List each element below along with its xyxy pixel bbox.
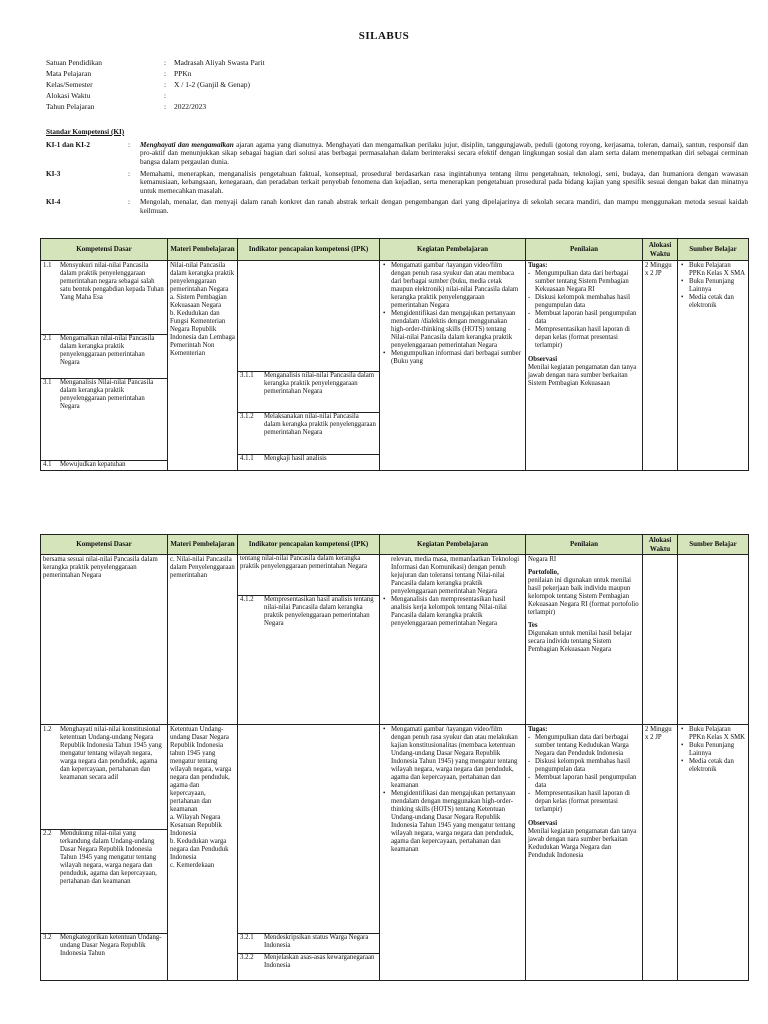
ki-row: KI-3 : Memahami, menerapkan, menganalisis pengetahuan faktual, konseptual, prosedural berdasarkan rasa ingintahunya tentang ilmu pengetahuan, teknologi, seni, budaya, dan humaniora dengan wawasan kemanusiaan, kebangsaan, kenegaraan, dan peradaban terkait penyebab fenomena dan kejadian, serta menerapkan pengetahuan prosedural pada bidang kajian yang spesifik sesuai dengan bakat dan minatnya untuk memecahkan masalah. bbox=[46, 169, 748, 195]
col-header-sumber: Sumber Belajar bbox=[678, 239, 749, 261]
meta-row: Mata Pelajaran : PPKn bbox=[46, 69, 192, 78]
col-header-kd: Kompetensi Dasar bbox=[41, 535, 168, 555]
col-header-kegiatan: Kegiatan Pembelajaran bbox=[380, 239, 526, 261]
assessment-heading: Tugas: bbox=[528, 726, 548, 733]
list-item: • Media cetak dan elektronik bbox=[680, 758, 746, 774]
penilaian-cell bbox=[526, 261, 643, 471]
assessment-text: Menilai kegiatan pengamatan dan tanya jawab dengan nara sumber berkaitan Kedudukan Warga Negara dan Penduduk Indonesia bbox=[528, 828, 637, 860]
meta-row: Satuan Pendidikan : Madrasah Aliyah Swasta Parit bbox=[46, 58, 265, 67]
kd-cell bbox=[41, 261, 168, 471]
list-item: - Membuat laporan hasil pengumpulan data bbox=[528, 310, 640, 326]
list-item: • Buku Penunjang Lainnya bbox=[680, 278, 746, 294]
meta-row: Tahun Pelajaran : 2022/2023 bbox=[46, 102, 207, 111]
kegiatan-cell bbox=[380, 261, 526, 471]
sumber-cell bbox=[678, 725, 749, 981]
list-item: - Membuat laporan hasil pengumpulan data bbox=[528, 774, 640, 790]
col-header-kegiatan: Kegiatan Pembelajaran bbox=[380, 535, 526, 555]
penilaian-cell bbox=[526, 555, 643, 725]
meta-key: Mata Pelajaran bbox=[46, 69, 92, 78]
list-item: - Mengumpulkan data dari berbagai sumber tentang Sistem Pembagian Kekuasaan Negara RI bbox=[528, 270, 640, 294]
alokasi-cell: 2 Minggu x 2 JP bbox=[643, 725, 678, 981]
list-item: - Mempresentasikan hasil laporan di depan kelas (format presentasi terlampir) bbox=[528, 326, 640, 350]
meta-value: PPKn bbox=[174, 69, 192, 78]
kd-cell: bersama sesuai nilai-nilai Pancasila dalam kerangka praktik penyelenggaraan pemerintahan Negara bbox=[41, 555, 168, 725]
ipk-item: 4.1.1 Mengkaji hasil analisis bbox=[238, 454, 379, 463]
col-header-alokasi: Alokasi Waktu bbox=[643, 535, 678, 555]
ki-row: KI-4 : Mengolah, menalar, dan menyaji dalam ranah konkret dan ranah abstrak terkait dengan pengembangan dari yang dipelajarinya di sekolah secara mandiri, dan mampu menggunakan metoda sesuai kaidah keilmuan. bbox=[46, 198, 748, 216]
col-header-ipk: Indikator pencapaian kompetensi (IPK) bbox=[238, 535, 380, 555]
kd-item: 1.2 Menghayati nilai-nilai konstitusional ketentuan Undang-undang Negara Republik Indonesia Tahun 1945 yang mengatur tentang wilayah negara, warga negara dan penduduk, agama dan kepercayaan, pertahanan dan keamanan secara adil bbox=[41, 726, 167, 830]
meta-key: Tahun Pelajaran bbox=[46, 102, 95, 111]
col-header-ipk: Indikator pencapaian kompetensi (IPK) bbox=[238, 239, 380, 261]
list-item: • Mengidentifikasi dan mengajukan pertanyaan mendalam dengan menggunakan high-order-thinking skills (HOTS) tentang Ketentuan Undang-undang Dasar Negara Republik Indonesia Tahun 1945 yang mengatur tentang wilayah negara, warga negara dan penduduk, agama dan kepercayaan, pertahanan dan keamanan bbox=[382, 790, 523, 854]
ipk-cell bbox=[238, 261, 380, 471]
assessment-text: Digunakan untuk menilai hasil belajar secara individu tentang Sistem Pembagian Kekuasaan Negara bbox=[528, 630, 632, 654]
meta-value: Madrasah Aliyah Swasta Parit bbox=[174, 58, 265, 67]
kd-item: 3.2 Mengkategorikan ketentuan Undang-undang Dasar Negara Republik Indonesia Tahun bbox=[43, 934, 162, 958]
ki-text bbox=[140, 141, 748, 167]
list-item: • Mengumpulkan informasi dari berbagai sumber (Buku yang bbox=[382, 350, 523, 366]
kegiatan-cell bbox=[380, 555, 526, 725]
ki-key: KI-3 bbox=[46, 169, 61, 178]
col-header-materi: Materi Pembelajaran bbox=[168, 535, 238, 555]
table-row bbox=[41, 725, 749, 981]
col-header-sumber: Sumber Belajar bbox=[678, 535, 749, 555]
table-row bbox=[41, 555, 749, 725]
list-item: - Mengumpulkan data dari berbagai sumber tentang Kedudukan Warga Negara dan Penduduk Indonesia bbox=[528, 734, 640, 758]
ipk-text: tentang nilai-nilai Pancasila dalam kerangka praktik penyelenggaraan pemerintahan Negara bbox=[240, 555, 368, 571]
kd-cell bbox=[41, 725, 168, 981]
materi-cell: Ketentuan Undang-undang Dasar Negara Republik Indonesia tahun 1945 yang mengatur tentang wilayah negara, warga negara dan penduduk, agama dan kepercayaan, pertahanan dan keamanan a. Wilayah Negara Kesatuan Republik Indonesia b. Kedudukan warga negara dan Penduduk Indonesia c. Kemerdekaan bbox=[168, 725, 238, 981]
col-header-kd: Kompetensi Dasar bbox=[41, 239, 168, 261]
ipk-item: 4.1.2 Mempresentasikan hasil analisis tentang nilai-nilai Pancasila dalam kerangka praktik penyelenggaraan pemerintahan Negara bbox=[238, 595, 379, 628]
col-header-alokasi: Alokasi Waktu bbox=[643, 239, 678, 261]
assessment-heading: Tes bbox=[528, 622, 538, 630]
meta-row: Kelas/Semester : X / 1-2 (Ganjil & Genap) bbox=[46, 80, 251, 89]
sumber-cell bbox=[678, 555, 749, 725]
ki-key: KI-1 dan KI-2 bbox=[46, 140, 90, 149]
ki-text: Memahami, menerapkan, menganalisis pengetahuan faktual, konseptual, prosedural berdasarkan rasa ingintahunya tentang ilmu pengetahuan, teknologi, seni, budaya, dan humaniora dengan wawasan kemanusiaan, kebangsaan, kenegaraan, dan peradaban terkait penyebab fenomena dan kejadian, serta menerapkan pengetahuan prosedural pada bidang kajian yang spesifik sesuai dengan bakat dan minatnya untuk memecahkan masalah. bbox=[140, 169, 748, 195]
list-item: • Buku Pelajaran PPKn Kelas X SMA bbox=[680, 262, 746, 278]
identity-block bbox=[46, 58, 726, 113]
assessment-text: Negara RI bbox=[528, 556, 557, 563]
list-item: • Mengamati gambar /tayangan video/film dengan penuh rasa syukur dan atau melakukan kajian konstitusionalitas (membaca ketentuan Undang-undang Dasar Negara Republik Indonesia Tahun 1945) yang mengatur tentang wilayah negara, warga negara dan penduduk, agama dan kepercayaan, pertahanan dan keamanan bbox=[382, 726, 523, 790]
ki-heading: Standar Kompetensi (KI) bbox=[46, 128, 125, 136]
assessment-heading: Observasi bbox=[528, 356, 558, 364]
list-item: • Media cetak dan elektronik bbox=[680, 294, 746, 310]
meta-key: Alokasi Waktu bbox=[46, 91, 91, 100]
list-item: • Menganalisis dan mempresentasikan hasil analisis kerja kelompok tentang Nilai-nilai Pancasila dalam kerangka praktik penyelenggaraan pemerintahan Negara bbox=[382, 596, 523, 628]
materi-cell: c. Nilai-nilai Pancasila dalam Penyelenggaraan pemerintahan bbox=[168, 555, 238, 725]
core-competencies bbox=[46, 128, 748, 219]
kd-item: 2.2 Mendukung nilai-nilai yang terkandung dalam Undang-undang Dasar Negara Republik Indonesia Tahun 1945 yang mengatur tentang wilayah negara, warga negara dan penduduk, agama dan kepercayaan, pertahanan dan keamanan bbox=[41, 830, 167, 934]
list-item: - Mempresentasikan hasil laporan di depan kelas (format presentasi terlampir) bbox=[528, 790, 640, 814]
alokasi-cell bbox=[643, 555, 678, 725]
ipk-cell bbox=[238, 555, 380, 725]
alokasi-cell: 2 Minggu x 2 JP bbox=[643, 261, 678, 471]
materi-cell: Nilai-nilai Pancasila dalam kerangka praktik penyelenggaraan pemerintahan Negara a. Sistem Pembagian Kekuasaan Negara b. Kedudukan dan Fungsi Kementerian Negara Republik Indonesia dan Lembaga Pemerintah Non Kementerian bbox=[168, 261, 238, 471]
list-item: - Diskusi kelompok membahas hasil pengumpulan data bbox=[528, 294, 640, 310]
assessment-heading: Observasi bbox=[528, 820, 558, 828]
ipk-item: 3.2.2 Menjelaskan asas-asas kewarganegaraan Indonesia bbox=[238, 953, 379, 970]
list-item: • Mengidentifikasi dan mengajukan pertanyaan mendalam /dialektis dengan menggunakan high-order-thinking skills (HOTS) tentang Nilai-nilai Pancasila dalam kerangka praktik penyelenggaraan pemerintahan Negara bbox=[382, 310, 523, 350]
list-item: • Buku Penunjang Lainnya bbox=[680, 742, 746, 758]
ki-row: KI-1 dan KI-2 : Menghayati dan mengamalkan ajaran agama yang dianutnya. Menghayati dan mengamalkan perilaku jujur, disiplin, tanggungjawab, peduli (gotong royong, kerjasama, toleran, damai), santun, responsif dan pro-aktif dan menunjukkan sikap sebagai bagian dari solusi atas berbagai permasalahan dalam berinteraksi secara efektif dengan lingkungan sosial dan alam serta dalam menempatkan diri sebagai cerminan bangsa dalam pergaulan dunia. bbox=[46, 140, 748, 166]
ki-text: Mengolah, menalar, dan menyaji dalam ranah konkret dan ranah abstrak terkait dengan pengembangan dari yang dipelajarinya di sekolah secara mandiri, dan mampu menggunakan metoda sesuai kaidah keilmuan. bbox=[140, 198, 748, 216]
ki-lead: Menghayati dan mengamalkan bbox=[140, 140, 234, 149]
assessment-heading: Portofolio, bbox=[528, 569, 559, 577]
syllabus-table-2 bbox=[40, 534, 749, 981]
ipk-cell bbox=[238, 725, 380, 981]
ipk-item: 3.1.2 Melaksanakan nilai-nilai Pancasila dalam kerangka praktik penyelenggaraan pemerintahan Negara bbox=[238, 412, 379, 454]
list-item: - Diskusi kelompok membahas hasil pengumpulan data bbox=[528, 758, 640, 774]
col-header-penilaian: Penilaian bbox=[526, 535, 643, 555]
kd-item: 2.1 Mengamalkan nilai-nilai Pancasila dalam kerangka praktik penyelenggaraan pemerintahan Negara bbox=[41, 335, 167, 379]
page-title: SILABUS bbox=[358, 30, 410, 42]
kd-item: 4.1 Mewujudkan kepatuhan bbox=[43, 461, 126, 468]
ipk-item: 3.2.1 Mendeskripsikan status Warga Negara Indonesia bbox=[238, 933, 379, 953]
ki-key: KI-4 bbox=[46, 198, 61, 207]
kegiatan-text: relevan, media masa, memanfaatkan Teknologi Informasi dan Komunikasi) dengan penuh kejujuran dan toleransi tentang Nilai-nilai Pancasila dalam kerangka praktik penyelenggaraan pemerintahan Negara bbox=[391, 556, 520, 596]
assessment-text: Menilai kegiatan pengamatan dan tanya jawab dengan nara sumber berkaitan Sistem Pembagian Kekuasaan bbox=[528, 364, 637, 388]
ki-body: ajaran agama yang dianutnya. Menghayati dan mengamalkan perilaku jujur, disiplin, tanggungjawab, peduli (gotong royong, kerjasama, toleran, damai), santun, responsif dan pro-aktif dan menunjukkan sikap sebagai bagian dari solusi atas berbagai permasalahan dalam berinteraksi secara efektif dengan lingkungan sosial dan alam serta dalam menempatkan diri sebagai cerminan bangsa dalam pergaulan dunia. bbox=[140, 140, 748, 166]
col-header-materi: Materi Pembelajaran bbox=[168, 239, 238, 261]
penilaian-cell bbox=[526, 725, 643, 981]
meta-key: Kelas/Semester bbox=[46, 80, 93, 89]
sumber-cell bbox=[678, 261, 749, 471]
assessment-heading: Tugas: bbox=[528, 262, 548, 269]
kd-item: 3.1 Menganalisis Nilai-nilai Pancasila dalam kerangka praktik penyelenggaraan pemerintahan Negara bbox=[41, 379, 167, 461]
assessment-text: penilaian ini digunakan untuk menilai hasil pekerjaan baik individu maupun kelompok tentang Sistem Pembagian Kekuasaan Negara RI (format portofolio terlampir) bbox=[528, 577, 639, 617]
meta-value: 2022/2023 bbox=[174, 102, 207, 111]
kegiatan-cell bbox=[380, 725, 526, 981]
meta-row: Alokasi Waktu : bbox=[46, 91, 167, 100]
syllabus-table-1 bbox=[40, 238, 749, 471]
list-item: • Buku Pelajaran PPKn Kelas X SMK bbox=[680, 726, 746, 742]
list-item: • Mengamati gambar /tayangan video/film dengan penuh rasa syukur dan atau membaca dari berbagai sumber (buku, media cetak maupun elektronik) nilai-nilai Pancasila dalam kerangka praktik penyelenggaraan pemerintahan Negara bbox=[382, 262, 523, 310]
col-header-penilaian: Penilaian bbox=[526, 239, 643, 261]
kd-item: 1.1 Mensyukuri nilai-nilai Pancasila dalam praktik penyelenggaraan pemerintahan negara sebagai salah satu bentuk pengabdian kepada Tuhan Yang Maha Esa bbox=[41, 262, 167, 335]
meta-value: X / 1-2 (Ganjil & Genap) bbox=[174, 80, 251, 89]
table-row bbox=[41, 261, 749, 471]
meta-key: Satuan Pendidikan bbox=[46, 58, 103, 67]
ipk-item: 3.1.1 Menganalisis nilai-nilai Pancasila dalam kerangka praktik penyelenggaraan pemerintahan Negara bbox=[238, 371, 379, 412]
